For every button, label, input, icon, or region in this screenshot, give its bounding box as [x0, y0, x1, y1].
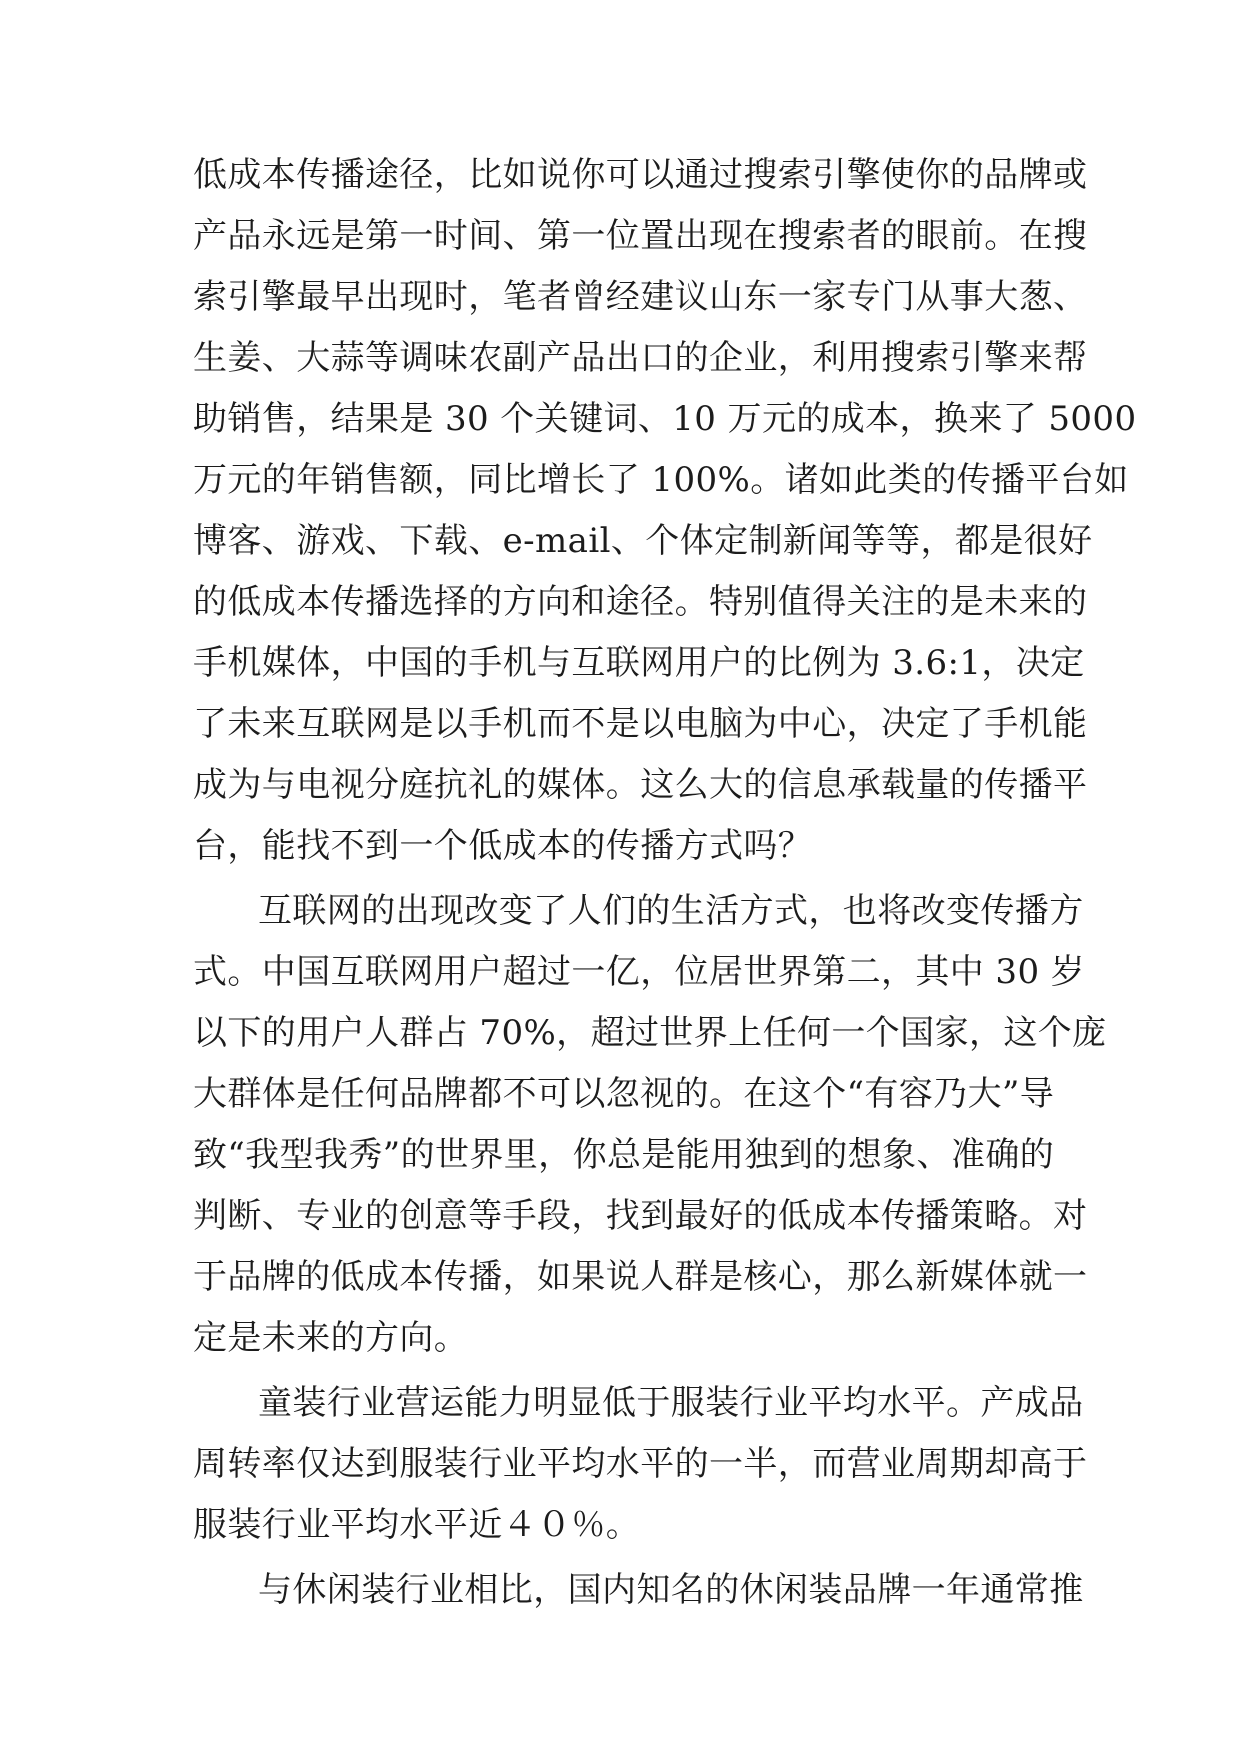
text-line: 以下的用户人群占 70%，超过世界上任何一个国家，这个庞 [193, 1013, 1107, 1053]
text-line: 万元的年销售额，同比增长了 100%。诸如此类的传播平台如 [193, 460, 1129, 500]
paragraph-first-line: 童装行业营运能力明显低于服装行业平均水平。产成品 [258, 1383, 1084, 1423]
text-line: 服装行业平均水平近４０％。 [193, 1505, 641, 1545]
paragraph-first-line: 与休闲装行业相比，国内知名的休闲装品牌一年通常推 [258, 1570, 1084, 1610]
text-line: 判断、专业的创意等手段，找到最好的低成本传播策略。对 [193, 1196, 1088, 1236]
paragraph-first-line: 互联网的出现改变了人们的生活方式，也将改变传播方 [258, 891, 1084, 931]
text-line: 定是未来的方向。 [193, 1318, 469, 1358]
text-line: 周转率仅达到服装行业平均水平的一半，而营业周期却高于 [193, 1444, 1088, 1484]
text-line: 手机媒体，中国的手机与互联网用户的比例为 3.6:1，决定 [193, 643, 1085, 683]
text-line: 的低成本传播选择的方向和途径。特别值得关注的是未来的 [193, 582, 1088, 622]
text-line: 低成本传播途径，比如说你可以通过搜索引擎使你的品牌或 [193, 155, 1088, 195]
text-line: 大群体是任何品牌都不可以忽视的。在这个“有容乃大”导 [193, 1074, 1055, 1114]
text-line: 生姜、大蒜等调味农副产品出口的企业，利用搜索引擎来帮 [193, 338, 1088, 378]
text-line: 了未来互联网是以手机而不是以电脑为中心，决定了手机能 [193, 704, 1088, 744]
text-line: 博客、游戏、下载、e-mail、个体定制新闻等等，都是很好 [193, 521, 1093, 561]
text-line: 助销售，结果是 30 个关键词、10 万元的成本，换来了 5000 [193, 399, 1137, 439]
text-line: 式。中国互联网用户超过一亿，位居世界第二，其中 30 岁 [193, 952, 1086, 992]
text-line: 致“我型我秀”的世界里，你总是能用独到的想象、准确的 [193, 1135, 1055, 1175]
text-line: 台，能找不到一个低成本的传播方式吗？ [193, 826, 813, 866]
text-line: 产品永远是第一时间、第一位置出现在搜索者的眼前。在搜 [193, 216, 1088, 256]
text-line: 成为与电视分庭抗礼的媒体。这么大的信息承载量的传播平 [193, 765, 1088, 805]
text-line: 于品牌的低成本传播，如果说人群是核心，那么新媒体就一 [193, 1257, 1088, 1297]
text-line: 索引擎最早出现时，笔者曾经建议山东一家专门从事大葱、 [193, 277, 1088, 317]
